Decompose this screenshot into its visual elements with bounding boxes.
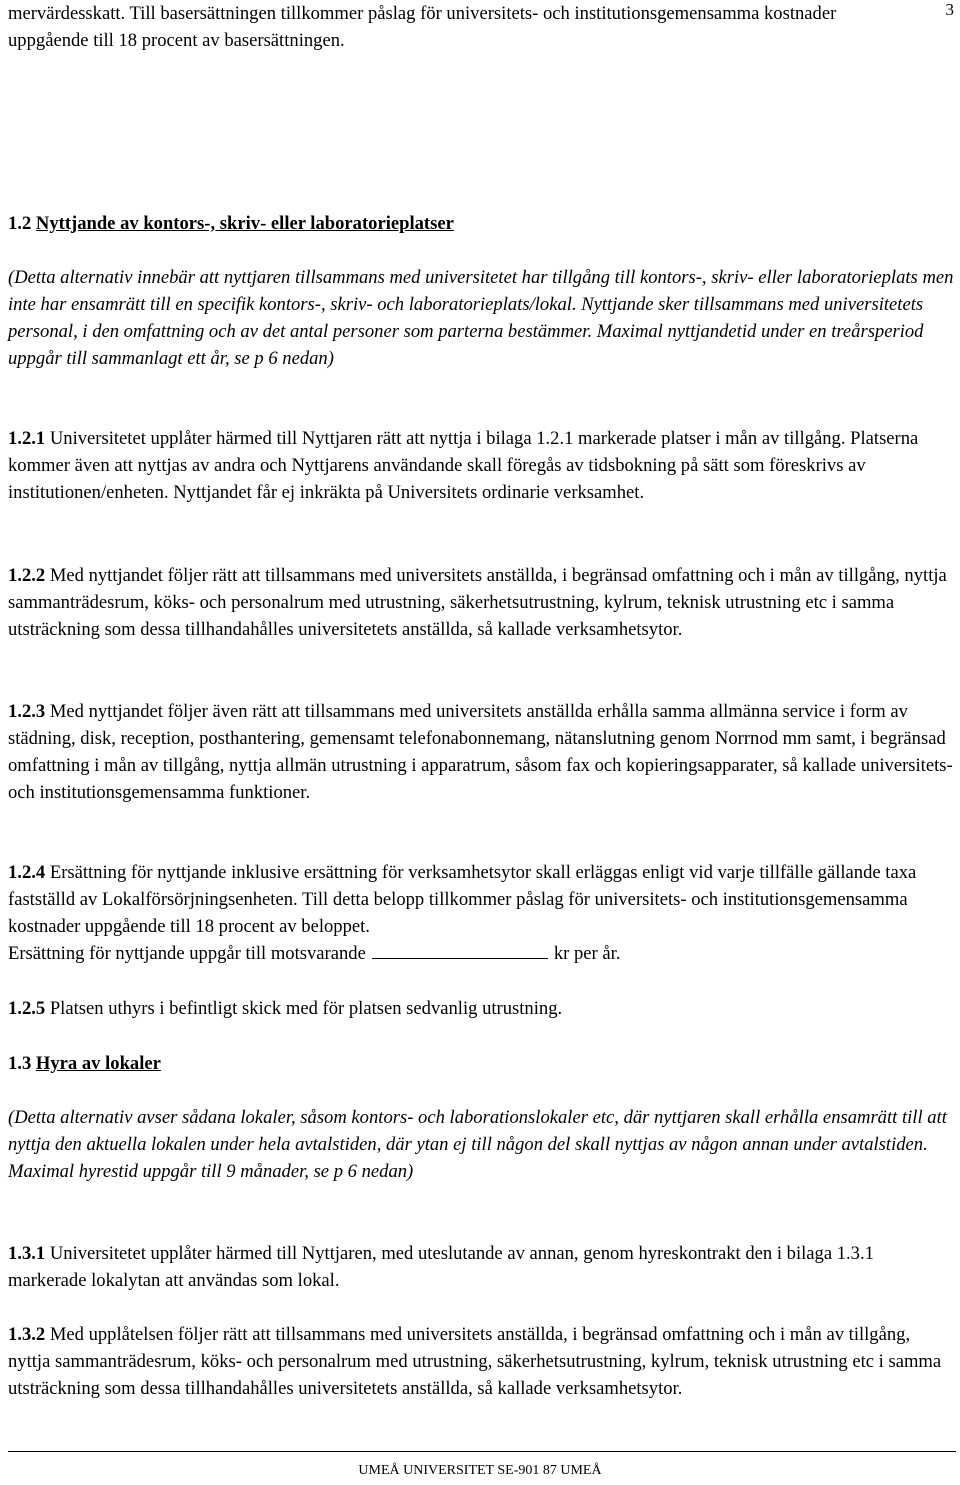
section-1-3-number: 1.3 xyxy=(8,1053,32,1074)
clause-text: Universitetet upplåter härmed till Nyttjaren rätt att nyttja i bilaga 1.2.1 markerade platser i mån av tillgång. Platserna kommer även att nyttjas av andra och Nyttjarens användande skall föregås av tidsbokning på sätt som föreskrivs av institutionen/enheten. Nyttjandet får ej inkräkta på Universitets ordinarie verksamhet. xyxy=(8,428,919,503)
section-1-2-heading xyxy=(8,210,954,237)
clause-text: Ersättning för nyttjande inklusive ersättning för verksamhetsytor skall erläggas enligt vid varje tillfälle gällande taxa fastställd av Lokalförsörjningsenheten. Till detta belopp tillkommer påslag för universitets- och institutionsgemensamma kostnader uppgående till 18 procent av beloppet. xyxy=(8,862,917,937)
section-1-2-title: Nyttjande av kontors-, skriv- eller laboratorieplatser xyxy=(35,213,454,234)
footer-address: UMEÅ UNIVERSITET SE-901 87 UMEÅ xyxy=(358,1463,602,1478)
clause-text: Med upplåtelsen följer rätt att tillsammans med universitets anställda, i begränsad omfattning och i mån av tillgång, nyttja sammanträdesrum, köks- och personalrum med utrustning, säkerhetsutrustning, kylrum, teknisk utrustning etc i samma utsträckning som dessa tillhandahålles universitetets anställda, så kallade verksamhetsytor. xyxy=(8,1324,942,1399)
clause-number: 1.3.1 xyxy=(8,1243,46,1264)
clause-number: 1.2.1 xyxy=(8,428,46,449)
amount-blank-field xyxy=(372,940,548,959)
clause-number: 1.2.3 xyxy=(8,701,46,722)
clause-1-2-4 xyxy=(8,859,954,967)
page-number: 3 xyxy=(945,0,954,19)
clause-1-2-1 xyxy=(8,425,954,506)
section-1-3-note: (Detta alternativ avser sådana lokaler, såsom kontors- och laborationslokaler etc, där nyttjaren skall erhålla ensamrätt till att nyttja den aktuella lokalen under hela avtalstiden, där ytan ej till någon del skall nyttjas av någon annan under avtalstiden. Maximal hyrestid uppgår till 9 månader, se p 6 nedan) xyxy=(8,1107,947,1182)
clause-number: 1.2.4 xyxy=(8,862,46,883)
compensation-line-end: kr per år. xyxy=(553,943,621,964)
clause-number: 1.2.5 xyxy=(8,998,46,1019)
clause-text: Universitetet upplåter härmed till Nyttjaren, med uteslutande av annan, genom hyreskontrakt den i bilaga 1.3.1 markerade lokalytan att användas som lokal. xyxy=(8,1243,874,1291)
clause-text: Med nyttjandet följer även rätt att tillsammans med universitets anställda erhålla samma allmänna service i form av städning, disk, reception, posthantering, gemensamt telefonabonnemang, nätanslutning genom Norrnod mm samt, i begränsad omfattning i mån av tillgång, nyttja allmän utrustning i apparatrum, såsom fax och kopieringsapparater, så kallade universitets- och institutionsgemensamma funktioner. xyxy=(8,701,953,803)
clause-1-2-2 xyxy=(8,562,954,643)
section-1-2-number: 1.2 xyxy=(8,213,32,234)
clause-1-2-5 xyxy=(8,995,954,1022)
section-1-3-heading xyxy=(8,1050,954,1077)
clause-number: 1.2.2 xyxy=(8,565,46,586)
intro-paragraph: mervärdesskatt. Till basersättningen tillkommer påslag för universitets- och institutionsgemensamma kostnader uppgående till 18 procent av basersättningen. xyxy=(8,3,837,51)
clause-1-2-3 xyxy=(8,698,954,806)
section-1-2-note: (Detta alternativ innebär att nyttjaren tillsammans med universitetet har tillgång till kontors-, skriv- eller laboratorieplats men inte har ensamrätt till en specifik kontors-, skriv- och laboratorieplats/lokal. Nyttjande sker tillsammans med universitetets personal, i den omfattning och av det antal personer som parterna bestämmer. Maximal nyttjandetid under en treårsperiod uppgår till sammanlagt ett år, se p 6 nedan) xyxy=(8,267,954,369)
footer-divider xyxy=(8,1451,956,1452)
clause-text: Med nyttjandet följer rätt att tillsammans med universitets anställda, i begränsad omfattning och i mån av tillgång, nyttja sammanträdesrum, köks- och personalrum med utrustning, säkerhetsutrustning, kylrum, teknisk utrustning etc i samma utsträckning som dessa tillhandahålles universitetets anställda, så kallade verksamhetsytor. xyxy=(8,565,947,640)
compensation-line-start: Ersättning för nyttjande uppgår till motsvarande xyxy=(8,943,366,964)
clause-text: Platsen uthyrs i befintligt skick med för platsen sedvanlig utrustning. xyxy=(49,998,563,1019)
section-1-3-title: Hyra av lokaler xyxy=(35,1053,161,1074)
clause-1-3-2 xyxy=(8,1321,954,1402)
clause-1-3-1 xyxy=(8,1240,954,1294)
clause-number: 1.3.2 xyxy=(8,1324,46,1345)
